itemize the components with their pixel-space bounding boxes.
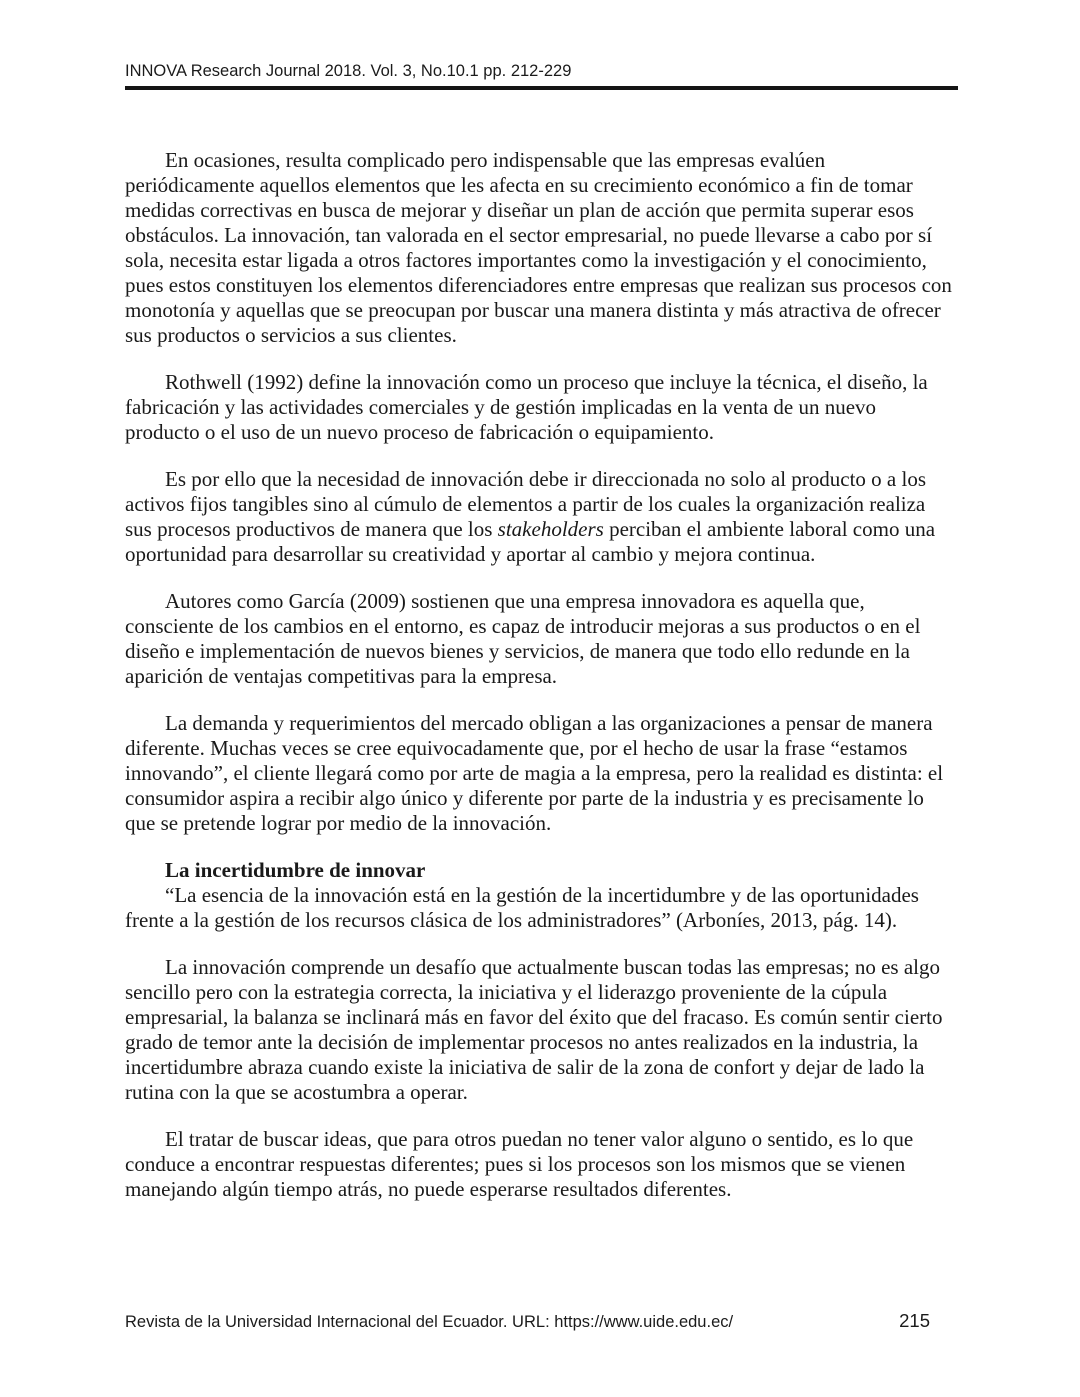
paragraph-3-text-after: perciban el ambiente laboral como una oportunidad para desarrollar su creatividad y aportar al cambio y mejora continua. [125, 517, 936, 566]
page-number: 215 [899, 1310, 930, 1331]
page-footer [125, 1311, 953, 1332]
section-heading-incertidumbre: La incertidumbre de innovar [165, 858, 426, 882]
paragraph-5: La demanda y requerimientos del mercado obligan a las organizaciones a pensar de manera diferente. Muchas veces se cree equivocadamente que, por el hecho de usar la frase “estamos innovando”, el cliente llegará como por arte de magia a la empresa, pero la realidad es distinta: el consumidor aspira a recibir algo único y diferente por parte de la industria y es precisamente lo que se pretende lograr por medio de la innovación. [125, 711, 944, 835]
journal-header [125, 61, 958, 90]
quote-paragraph: “La esencia de la innovación está en la gestión de la incertidumbre y de las oportunidades frente a la gestión de los recursos clásica de los administradores” (Arboníes, 2013, pág. 14). [125, 883, 919, 932]
paragraph-4: Autores como García (2009) sostienen que una empresa innovadora es aquella que, consciente de los cambios en el entorno, es capaz de introducir mejoras a sus productos o en el diseño e implementación de nuevos bienes y servicios, de manera que todo ello redunde en la aparición de ventajas competitivas para la empresa. [125, 589, 921, 688]
paragraph-3-text-before: Es por ello que la necesidad de innovación debe ir direccionada no solo al producto o a los activos fijos tangibles sino al cúmulo de elementos a partir de los cuales la organización realiza sus procesos productivos de manera que los [125, 467, 927, 541]
paragraph-7: El tratar de buscar ideas, que para otros puedan no tener valor alguno o sentido, es lo que conduce a encontrar respuestas diferentes; pues si los procesos son los mismos que se vienen manejando algún tiempo atrás, no puede esperarse resultados diferentes. [125, 1127, 914, 1201]
paragraph-2: Rothwell (1992) define la innovación como un proceso que incluye la técnica, el diseño, la fabricación y las actividades comerciales y de gestión implicadas en la venta de un nuevo producto o el uso de un nuevo proceso de fabricación o equipamiento. [125, 370, 928, 444]
paragraph-1: En ocasiones, resulta complicado pero indispensable que las empresas evalúen periódicamente aquellos elementos que les afecta en su crecimiento económico a fin de tomar medidas correctivas en busca de mejorar y diseñar un plan de acción que permita superar esos obstáculos. La innovación, tan valorada en el sector empresarial, no puede llevarse a cabo por sí sola, necesita estar ligada a otros factores importantes como la investigación y el conocimiento, pues estos constituyen los elementos diferenciadores entre empresas que realizan sus procesos con monotonía y aquellas que se preocupan por buscar una manera distinta y más atractiva de ofrecer sus productos o servicios a sus clientes. [125, 148, 952, 347]
paragraph-6: La innovación comprende un desafío que actualmente buscan todas las empresas; no es algo sencillo pero con la estrategia correcta, la iniciativa y el liderazgo proveniente de la cúpula empresarial, la balanza se inclinará más en favor del éxito que del fracaso. Es común sentir cierto grado de temor ante la decisión de implementar procesos no antes realizados en la industria, la incertidumbre abraza cuando existe la iniciativa de salir de la zona de confort y dejar de lado la rutina con la que se acostumbra a operar. [125, 955, 943, 1104]
article-body [125, 148, 953, 1202]
stakeholders-term: stakeholders [497, 517, 604, 541]
journal-citation-line: INNOVA Research Journal 2018. Vol. 3, No.10.1 pp. 212-229 [125, 62, 572, 80]
paragraph-3 [125, 467, 953, 567]
publisher-url-line: Revista de la Universidad Internacional del Ecuador. URL: https://www.uide.edu.ec/ [125, 1313, 734, 1331]
